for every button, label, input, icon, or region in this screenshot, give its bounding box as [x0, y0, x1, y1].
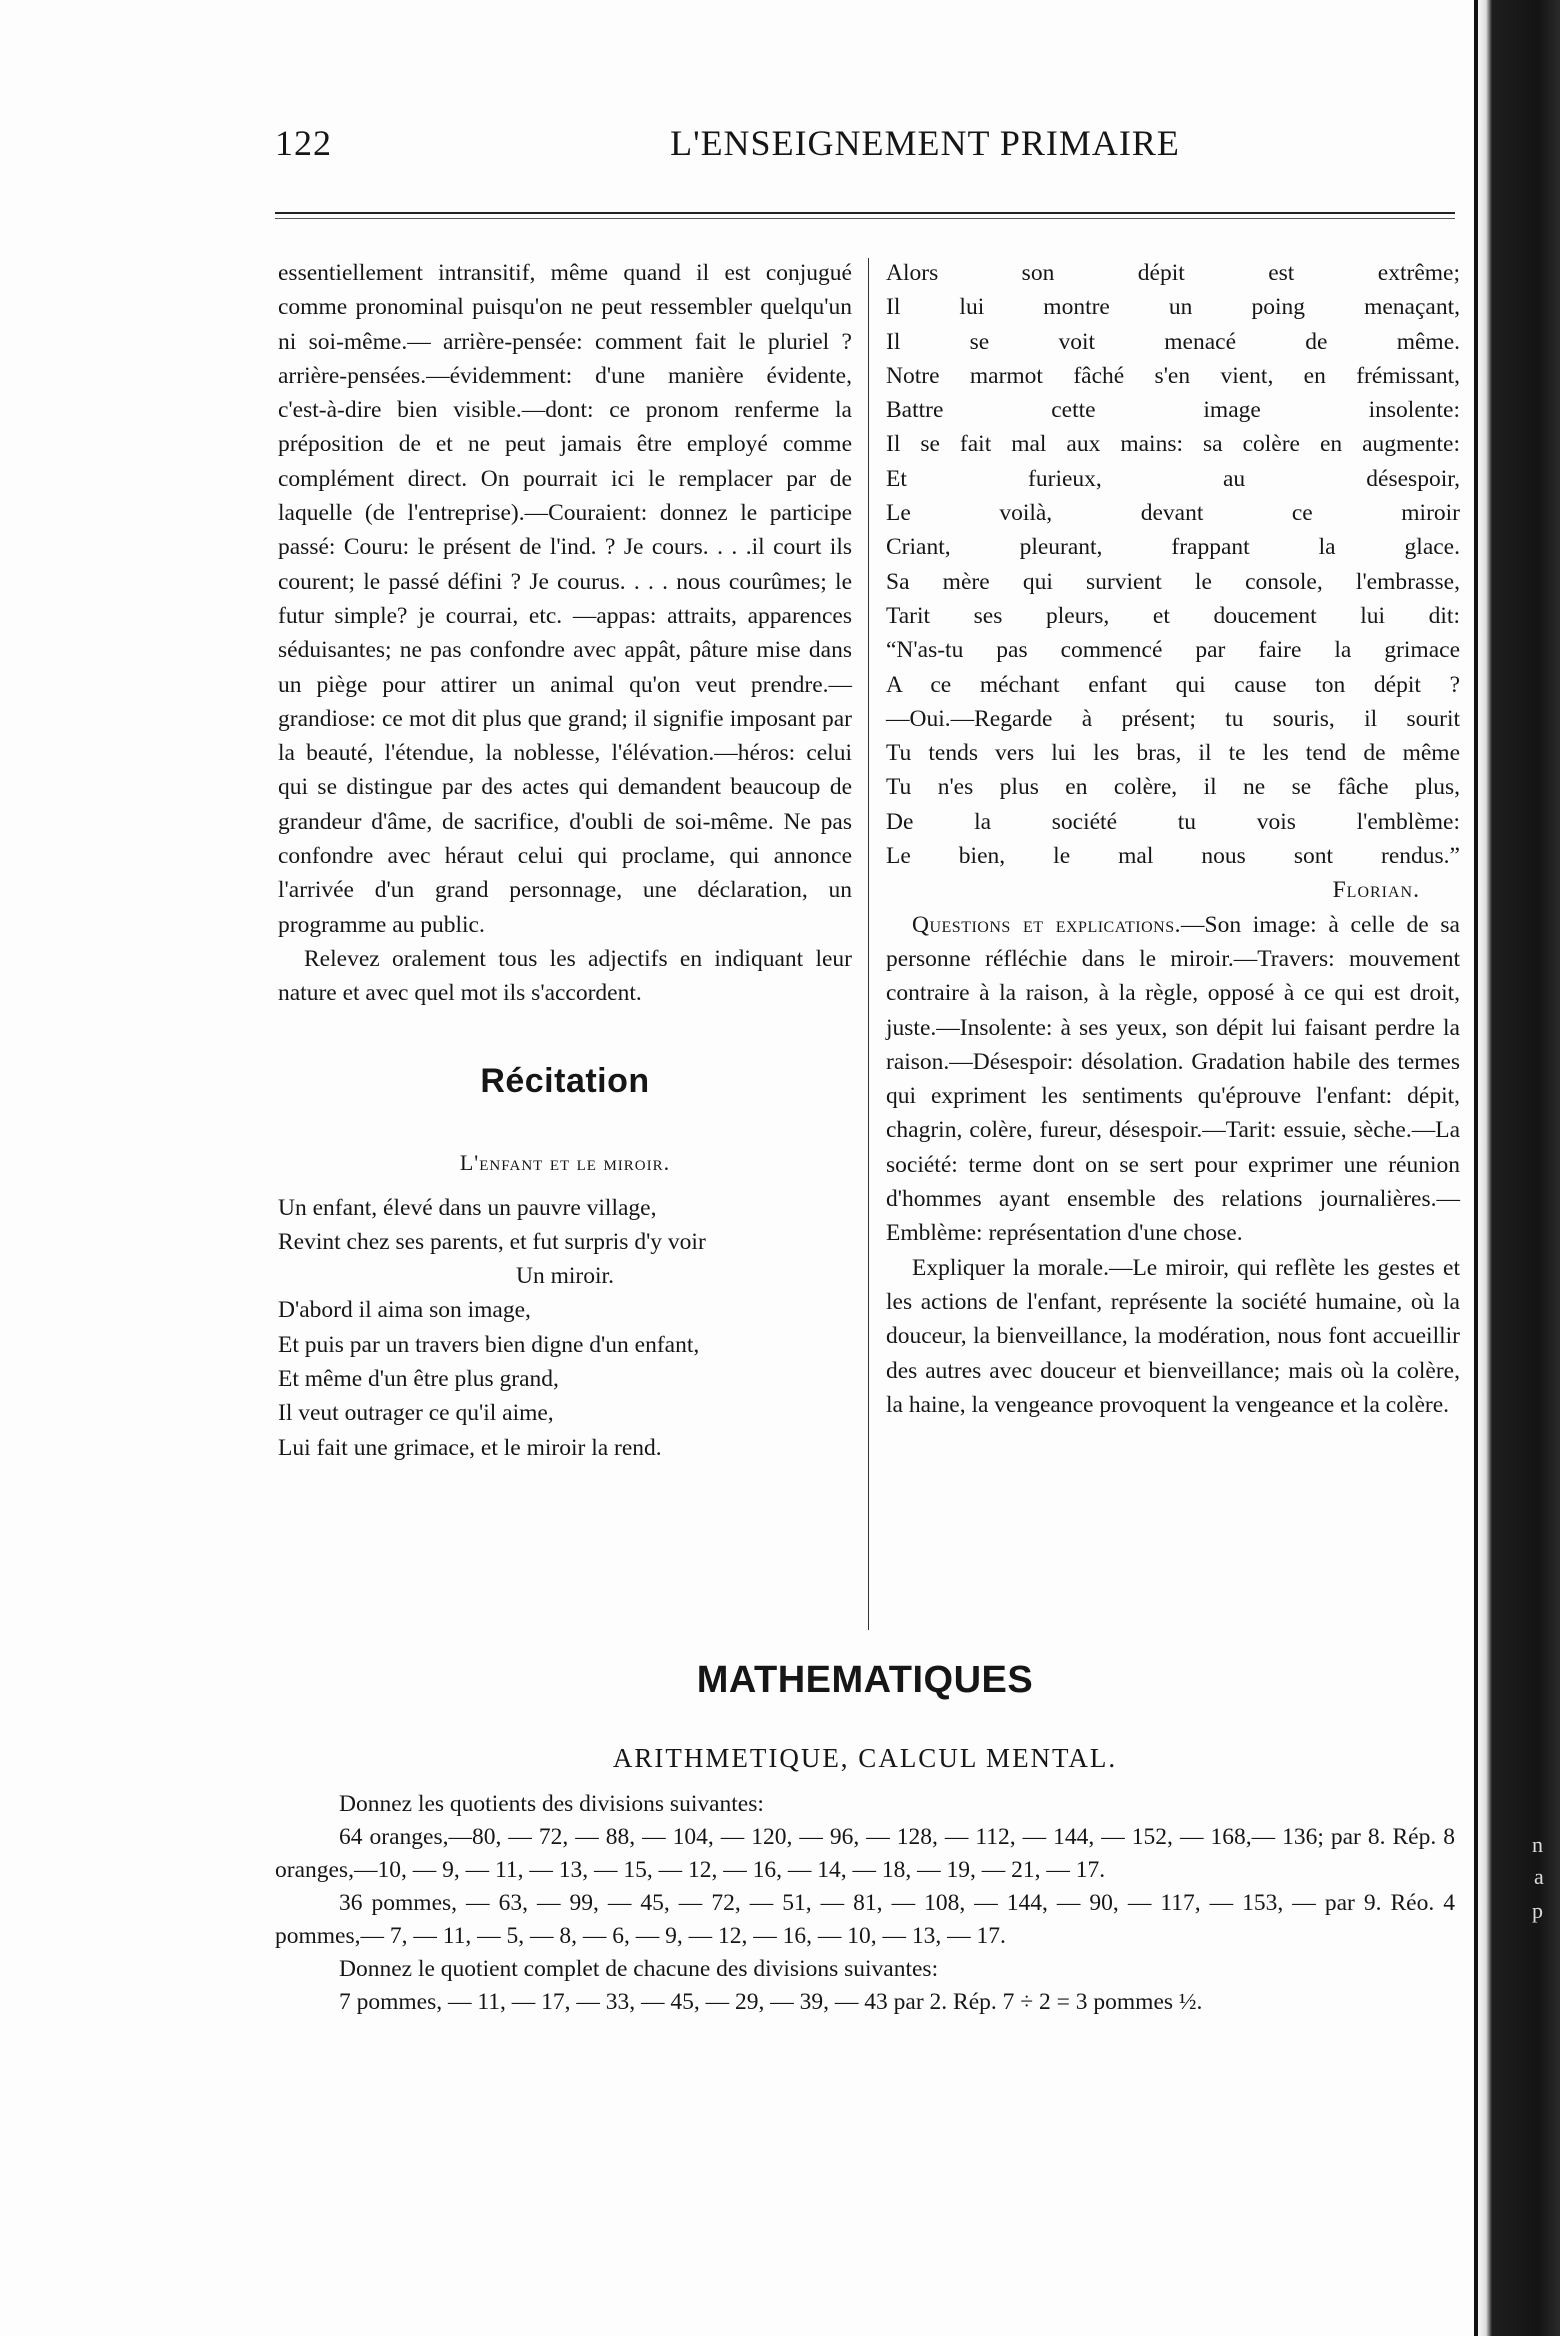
verse-line: Il lui montre un poing menaçant,: [886, 294, 1460, 321]
verse-line: Tarit ses pleurs, et doucement lui dit:: [886, 602, 1460, 629]
verse-line: Revint chez ses parents, et fut surpris d'y voir: [278, 1228, 706, 1255]
verse-line: —Oui.—Regarde à présent; tu souris, il sourit: [886, 705, 1460, 732]
poem-right: [886, 256, 1460, 873]
poem-author: Florian.: [1332, 877, 1420, 904]
header-rule-thin: [275, 218, 1455, 219]
verse-line: De la société tu vois l'emblème:: [886, 808, 1460, 835]
right-column: [886, 256, 1460, 1422]
math-exercise: 36 pommes, — 63, — 99, — 45, — 72, — 51, — 81, — 108, — 144, — 90, — 117, — 153, — par 9. Réo. 4 pommes,— 7, — 11, — 5, — 8, — 6, — 9, — 12, — 16, — 10, — 13, — 17.: [275, 1890, 1455, 1949]
math-intro: Donnez le quotient complet de chacune des divisions suivantes:: [339, 1956, 939, 1982]
verse-line: Le voilà, devant ce miroir: [886, 500, 1460, 527]
verse-line: Battre cette image insolente:: [886, 397, 1460, 424]
questions-text: —Son image: à celle de sa personne réfléchie dans le miroir.—Travers: mouvement contraire à la raison, à la règle, opposé à ce qui est droit, juste.—Insolente: à ses yeux, son dépit lui faisant perdre la raison.—Désespoir: désolation. Gradation habile des termes qui expriment les sentiments qu'éprouve l'enfant: dépit, chagrin, colère, fureur, désespoir.—Tarit: essuie, sèche.—La société: terme dont on se sert pour exprimer une réunion d'hommes ayant ensemble des relations journalières.—Emblème: représentation d'une chose.: [886, 911, 1460, 1247]
verse-line: Tu n'es plus en colère, il ne se fâche plus,: [886, 774, 1460, 801]
poem-title: L'enfant et le miroir.: [459, 1149, 671, 1175]
lexicon-paragraph: essentiellement intransitif, même quand il est conjugué comme pronominal puisqu'on ne peut ressembler quelqu'un ni soi-même.— arrière-pensée: comment fait le pluriel ? arrière-pensées.—évidemment: d'une manière évidente, c'est-à-dire bien visible.—dont: ce pronom renferme la préposition de et ne peut jamais être employé comme complément direct. On pourrait ici le remplacer par de laquelle (de l'entreprise).—Couraient: donnez le participe passé: Couru: le présent de l'ind. ? Je cours. . . .il court ils courent; le passé défini ? Je courus. . . . nous courûmes; le futur simple? je courrai, etc. —appas: attraits, apparences séduisantes; ne pas confondre avec appât, pâture mise dans un piège pour attirer un animal qu'on veut prendre.—grandiose: ce mot dit plus que grand; il signifie imposant par la beauté, l'étendue, la noblesse, l'élévation.—héros: celui qui se distingue par des actes qui demandent beaucoup de grandeur d'âme, de sacrifice, d'oubli de soi-même. Ne pas confondre avec héraut celui qui proclame, qui annonce l'arrivée d'un grand personnage, une déclaration, un programme au public.: [278, 260, 852, 938]
verse-line: Il veut outrager ce qu'il aime,: [278, 1400, 554, 1427]
header-rule: [275, 212, 1455, 214]
verse-line: Il se voit menacé de même.: [886, 328, 1460, 355]
verse-line: Et même d'un être plus grand,: [278, 1366, 559, 1393]
math-intro: Donnez les quotients des divisions suivantes:: [339, 1791, 764, 1817]
verse-line: Le bien, le mal nous sont rendus.”: [886, 843, 1460, 870]
poem-left: [278, 1191, 852, 1465]
verse-line: Tu tends vers lui les bras, il te les tend de même: [886, 740, 1460, 767]
verse-line: Il se fait mal aux mains: sa colère en augmente:: [886, 431, 1460, 458]
verse-line: Un miroir.: [516, 1263, 614, 1290]
verse-line: Lui fait une grimace, et le miroir la rend.: [278, 1434, 662, 1461]
questions-label: Questions et explications.: [912, 911, 1181, 938]
math-subtitle: ARITHMETIQUE, CALCUL MENTAL.: [612, 1743, 1118, 1773]
verse-line: Et furieux, au désespoir,: [886, 465, 1460, 492]
math-exercise: 7 pommes, — 11, — 17, — 33, — 45, — 29, — 39, — 43 par 2. Rép. 7 ÷ 2 = 3 pommes ½.: [339, 1989, 1203, 2015]
verse-line: Et puis par un travers bien digne d'un enfant,: [278, 1331, 700, 1358]
verse-line: Criant, pleurant, frappant la glace.: [886, 534, 1460, 561]
verse-line: “N'as-tu pas commencé par faire la grimace: [886, 637, 1460, 664]
verse-line: Sa mère qui survient le console, l'embrasse,: [886, 568, 1460, 595]
running-title: L'ENSEIGNEMENT PRIMAIRE: [670, 123, 1180, 163]
margin-fragment: p: [1532, 1898, 1543, 1923]
math-section: [275, 1652, 1455, 2019]
exercise-paragraph: Relevez oralement tous les adjectifs en indiquant leur nature et avec quel mot ils s'accordent.: [278, 945, 852, 1007]
verse-line: Un enfant, élevé dans un pauvre village,: [278, 1194, 657, 1221]
section-heading-math: MATHEMATIQUES: [696, 1659, 1034, 1701]
page-number: 122: [275, 123, 332, 163]
column-divider: [868, 258, 869, 1630]
verse-line: Notre marmot fâché s'en vient, en frémissant,: [886, 362, 1460, 389]
morale-paragraph: Expliquer la morale.—Le miroir, qui reflète les gestes et les actions de l'enfant, représente la société humaine, où la douceur, la bienveillance, la modération, nous font accueillir des autres avec douceur et bienveillance; mais où la colère, la haine, la vengeance provoquent la vengeance et la colère.: [886, 1254, 1460, 1418]
math-exercise: 64 oranges,—80, — 72, — 88, — 104, — 120, — 96, — 128, — 112, — 144, — 152, — 168,— 136; par 8. Rép. 8 oranges,—10, — 9, — 11, — 13, — 15, — 12, — 16, — 14, — 18, — 19, — 21, — 17.: [275, 1824, 1455, 1883]
verse-line: Alors son dépit est extrême;: [886, 260, 1460, 286]
verse-line: D'abord il aima son image,: [278, 1297, 531, 1324]
running-header: [275, 122, 1455, 172]
left-column: [278, 256, 852, 1465]
next-page-edge: [1478, 0, 1560, 2336]
section-heading-recitation: Récitation: [480, 1061, 650, 1100]
questions-paragraph: [886, 908, 1460, 1251]
margin-fragment: a: [1534, 1864, 1544, 1889]
margin-fragment: n: [1532, 1832, 1543, 1857]
verse-line: A ce méchant enfant qui cause ton dépit ?: [886, 671, 1460, 698]
